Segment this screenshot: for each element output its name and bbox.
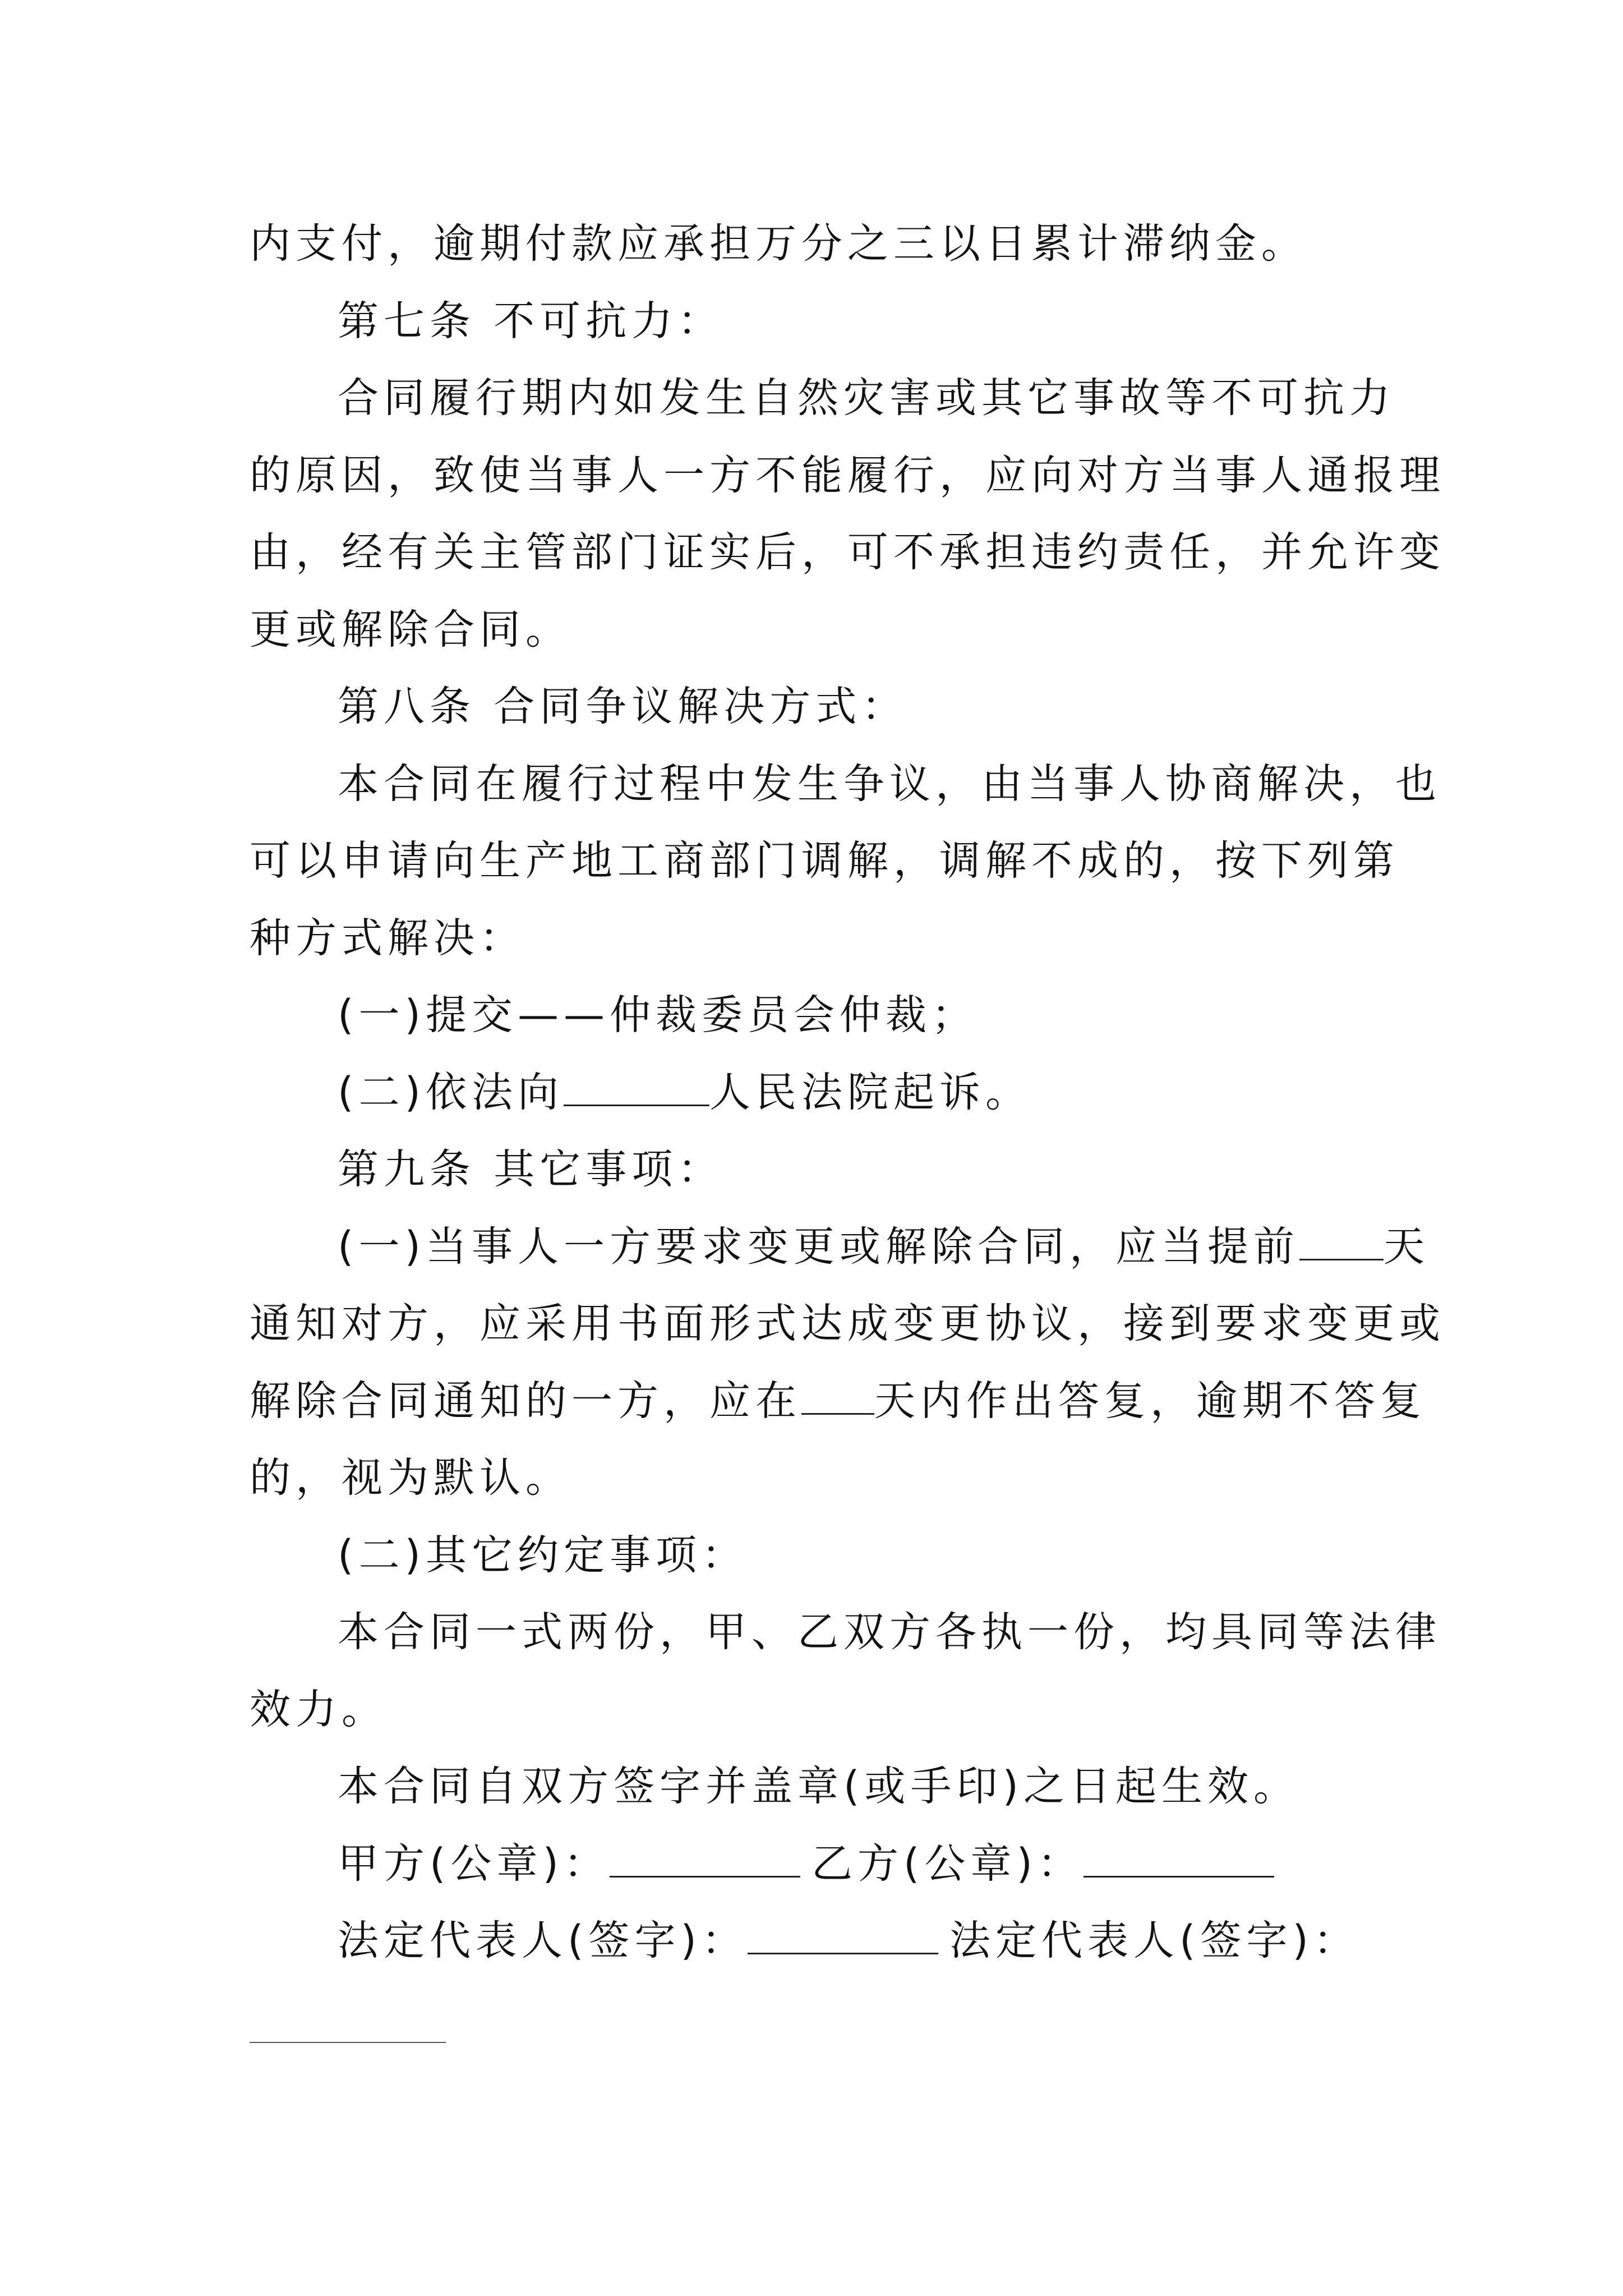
line-text: 效力。 bbox=[250, 1686, 388, 1733]
text-line bbox=[250, 1682, 1391, 1738]
article-heading bbox=[338, 1142, 1391, 1198]
party-a-seal-blank bbox=[610, 1837, 800, 1878]
line-text: 本合同在履行过程中发生争议，由当事人协商解决，也 bbox=[338, 760, 1441, 808]
article-heading bbox=[338, 293, 1391, 349]
text-line bbox=[338, 1065, 1391, 1121]
notice-days-blank bbox=[1299, 1220, 1384, 1260]
text-line bbox=[250, 524, 1445, 581]
signature-line-representatives bbox=[338, 1913, 1391, 1969]
text-line bbox=[338, 1759, 1391, 1815]
party-b-seal-label: 乙方(公章)： bbox=[811, 1840, 1083, 1888]
signature-rule bbox=[250, 2042, 446, 2043]
line-text: 通知对方，应采用书面形式达成变更协议，接到要求变更或 bbox=[250, 1300, 1445, 1347]
line-text: 第七条 不可抗力： bbox=[338, 297, 724, 345]
line-text: 天内作出答复，逾期不答复 bbox=[874, 1377, 1426, 1425]
line-text: (一)提交——仲裁委员会仲裁； bbox=[338, 991, 978, 1039]
line-text: 合同履行期内如发生自然灾害或其它事故等不可抗力 bbox=[338, 374, 1395, 422]
text-line bbox=[250, 216, 1391, 272]
text-line bbox=[250, 1450, 1391, 1506]
court-blank bbox=[564, 1065, 709, 1106]
signature-line-seals bbox=[338, 1836, 1391, 1892]
line-text: 人民法院起诉。 bbox=[709, 1069, 1031, 1116]
party-b-seal-blank bbox=[1083, 1837, 1274, 1878]
line-text: (一)当事人一方要求变更或解除合同，应当提前 bbox=[338, 1223, 1299, 1271]
line-text: 第九条 其它事项： bbox=[338, 1145, 724, 1193]
text-line bbox=[250, 448, 1445, 504]
line-text: 种方式解决： bbox=[250, 914, 525, 962]
party-a-representative-blank bbox=[748, 1913, 938, 1954]
party-a-representative-label: 法定代表人(签字)： bbox=[338, 1917, 748, 1964]
line-text: (二)依法向 bbox=[338, 1069, 564, 1116]
line-text: 本合同自双方签字并盖章(或手印)之日起生效。 bbox=[338, 1763, 1299, 1810]
text-line bbox=[250, 602, 1391, 658]
text-line bbox=[250, 1373, 1426, 1429]
text-line bbox=[338, 987, 1391, 1043]
line-text: 的，视为默认。 bbox=[250, 1454, 571, 1502]
text-line bbox=[250, 1296, 1445, 1352]
line-text: 更或解除合同。 bbox=[250, 606, 571, 654]
text-line bbox=[338, 756, 1441, 812]
article-heading bbox=[338, 679, 1391, 735]
line-text: 内支付，逾期付款应承担万分之三以日累计滞纳金。 bbox=[250, 220, 1307, 268]
text-line bbox=[338, 1604, 1441, 1660]
party-b-representative-label: 法定代表人(签字)： bbox=[949, 1917, 1359, 1964]
line-text: 第八条 合同争议解决方式： bbox=[338, 683, 908, 730]
text-line bbox=[338, 370, 1395, 426]
text-line bbox=[250, 910, 1391, 967]
line-text: 由，经有关主管部门证实后，可不承担违约责任，并允许变 bbox=[250, 528, 1445, 576]
text-line bbox=[338, 1527, 1391, 1584]
line-text: 天 bbox=[1383, 1223, 1430, 1271]
line-text: 的原因，致使当事人一方不能履行，应向对方当事人通报理 bbox=[250, 452, 1445, 499]
text-line bbox=[338, 1219, 1430, 1275]
reply-days-blank bbox=[801, 1374, 874, 1415]
party-a-seal-label: 甲方(公章)： bbox=[338, 1840, 610, 1888]
text-line bbox=[250, 833, 1399, 889]
line-text: 可以申请向生产地工商部门调解，调解不成的，按下列第 bbox=[250, 837, 1399, 885]
line-text: (二)其它约定事项： bbox=[338, 1531, 748, 1579]
line-text: 解除合同通知的一方，应在 bbox=[250, 1377, 801, 1425]
line-text: 本合同一式两份，甲、乙双方各执一份，均具同等法律 bbox=[338, 1608, 1441, 1656]
